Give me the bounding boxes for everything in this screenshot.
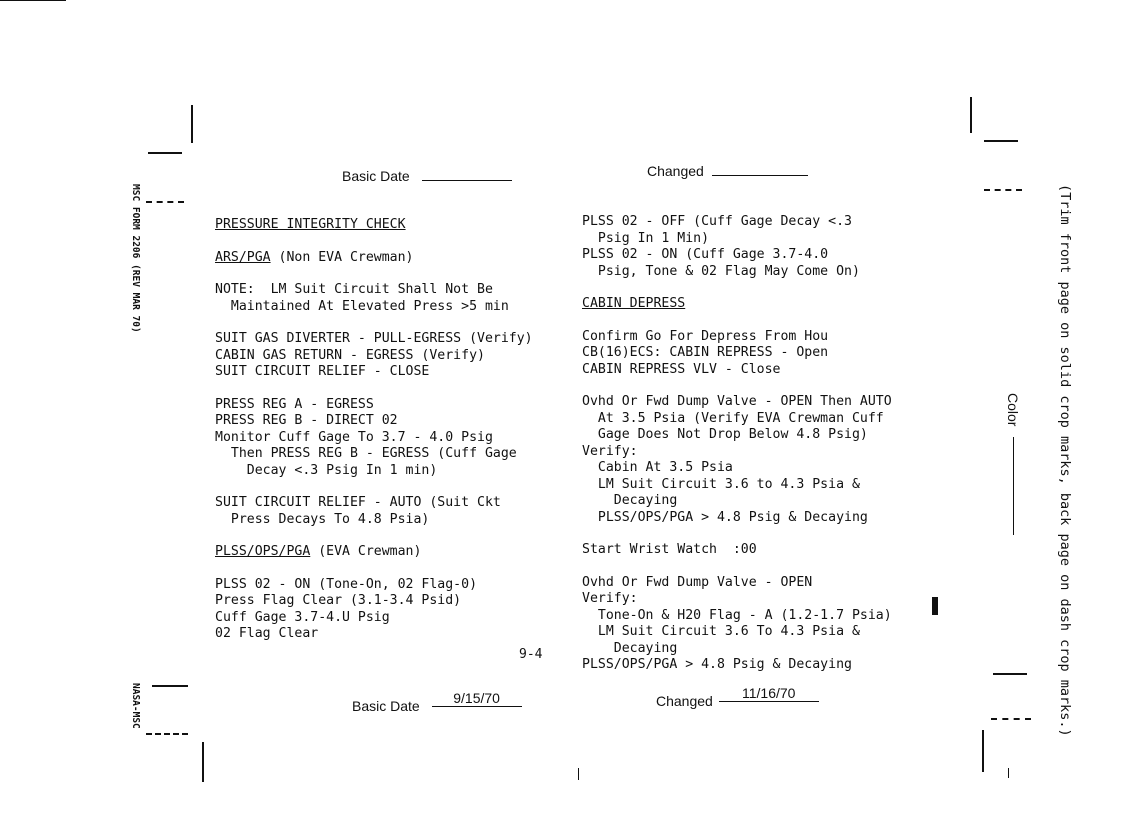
crop-mark (202, 742, 204, 782)
text-line: Psig, Tone & 02 Flag May Come On) (582, 263, 860, 279)
text-line: Decaying (582, 493, 678, 508)
trim-note: (Trim front page on solid crop marks, back page on dash crop marks.) (1057, 184, 1073, 737)
footer-basic-date (352, 690, 522, 715)
crop-mark (993, 673, 1027, 675)
crop-mark (191, 105, 193, 143)
color-line (1013, 437, 1014, 535)
text-line: LM Suit Circuit 3.6 to 4.3 Psia & (582, 476, 860, 492)
tab-mark (932, 597, 938, 615)
text-line: Decay <.3 Psig In 1 min) (215, 462, 438, 478)
crop-mark-dashed (984, 189, 1022, 193)
line-gap (215, 266, 533, 282)
text-line: SUIT CIRCUIT RELIEF - AUTO (Suit Ckt (215, 495, 501, 510)
text-line: 02 Flag Clear (215, 626, 319, 641)
text-line: LM Suit Circuit 3.6 To 4.3 Psia & (582, 624, 860, 639)
text-line: Maintained At Elevated Press >5 min (215, 298, 509, 314)
crop-mark (0, 0, 66, 1)
text-line: CABIN GAS RETURN - EGRESS (Verify) (215, 347, 485, 363)
basic-date-blank (422, 180, 512, 181)
text-line: SUIT GAS DIVERTER - PULL-EGRESS (Verify) (215, 331, 533, 346)
page-number: 9-4 (519, 647, 543, 662)
crop-mark (152, 685, 188, 687)
basic-date-header (342, 168, 512, 184)
line-gap (582, 526, 892, 542)
text-line: Tone-On & H20 Flag - A (1.2-1.7 Psia) (582, 607, 892, 623)
org-label: NASA-MSC (130, 683, 141, 729)
text-line (215, 250, 533, 267)
basic-date-label: Basic Date (342, 168, 410, 184)
line-gap (215, 381, 533, 397)
footer-changed-value: 11/16/70 (719, 685, 819, 702)
footer-basic-date-label: Basic Date (352, 698, 420, 714)
text-line: At 3.5 Psia (Verify EVA Crewman Cuff (582, 410, 884, 426)
line-gap (215, 479, 533, 495)
crop-mark (970, 97, 972, 133)
crop-mark (148, 152, 182, 154)
text-line: CB(16)ECS: CABIN REPRESS - Open (582, 345, 829, 360)
text-line: Psig In 1 Min) (582, 230, 710, 246)
text-line: Monitor Cuff Gage To 3.7 - 4.0 Psig (215, 429, 493, 445)
crop-mark (982, 730, 984, 772)
form-label: MSC FORM 2206 (REV MAR 70) (130, 184, 141, 333)
line-gap (582, 378, 892, 394)
text-line (215, 544, 533, 561)
color-label: Color (1005, 393, 1021, 427)
text-line: Then PRESS REG B - EGRESS (Cuff Gage (215, 446, 517, 461)
text-line: Press Flag Clear (3.1-3.4 Psid) (215, 593, 462, 608)
text-line: Gage Does Not Drop Below 4.8 Psig) (582, 427, 868, 442)
text-line: NOTE: LM Suit Circuit Shall Not Be (215, 282, 493, 297)
scan-speck (1008, 768, 1009, 778)
line-gap (215, 561, 533, 577)
line-gap (582, 280, 892, 296)
footer-changed-label: Changed (656, 693, 713, 709)
crop-mark-dashed (146, 733, 188, 737)
changed-label: Changed (647, 163, 704, 179)
text-line: Press Decays To 4.8 Psia) (215, 511, 430, 527)
crop-mark (984, 140, 1018, 142)
text-line: Cabin At 3.5 Psia (582, 460, 733, 475)
text-line: Ovhd Or Fwd Dump Valve - OPEN (582, 574, 813, 590)
text-line: PLSS/OPS/PGA > 4.8 Psig & Decaying (582, 657, 852, 672)
text-line: PRESS REG A - EGRESS (215, 396, 374, 412)
crop-mark-dashed (991, 718, 1031, 722)
section-heading: CABIN DEPRESS (582, 296, 686, 311)
footer-changed (656, 685, 819, 710)
text-line: Cuff Gage 3.7-4.U Psig (215, 609, 390, 625)
text-line: PRESS REG B - DIRECT 02 (215, 413, 398, 428)
right-column (582, 214, 892, 674)
changed-blank (712, 175, 808, 176)
text-segment: (Non EVA Crewman) (270, 249, 414, 265)
text-line: CABIN REPRESS VLV - Close (582, 361, 781, 377)
changed-header (647, 163, 808, 179)
text-line: SUIT CIRCUIT RELIEF - CLOSE (215, 364, 430, 379)
scan-speck (578, 768, 579, 780)
text-line: Verify: (582, 443, 638, 459)
text-line: Verify: (582, 591, 638, 606)
line-gap (215, 315, 533, 331)
text-line: Confirm Go For Depress From Hou (582, 328, 829, 344)
text-line: PLSS 02 - OFF (Cuff Gage Decay <.3 (582, 214, 852, 229)
left-column (215, 217, 533, 643)
crop-mark-dashed (146, 201, 184, 205)
line-gap (582, 559, 892, 575)
text-line: PLSS 02 - ON (Cuff Gage 3.7-4.0 (582, 247, 829, 262)
section-heading: PRESSURE INTEGRITY CHECK (215, 217, 406, 232)
line-gap (582, 313, 892, 329)
section-heading: ARS/PGA (215, 249, 271, 265)
section-heading: PLSS/OPS/PGA (215, 544, 311, 559)
text-line: Start Wrist Watch :00 (582, 542, 757, 557)
text-segment: (EVA Crewman) (310, 544, 422, 559)
text-line: PLSS 02 - ON (Tone-On, 02 Flag-0) (215, 576, 478, 592)
line-gap (215, 528, 533, 544)
text-line: Ovhd Or Fwd Dump Valve - OPEN Then AUTO (582, 394, 892, 409)
text-line: PLSS/OPS/PGA > 4.8 Psig & Decaying (582, 509, 868, 525)
text-line: Decaying (582, 640, 678, 656)
footer-basic-date-value: 9/15/70 (432, 690, 522, 707)
line-gap (215, 234, 533, 250)
